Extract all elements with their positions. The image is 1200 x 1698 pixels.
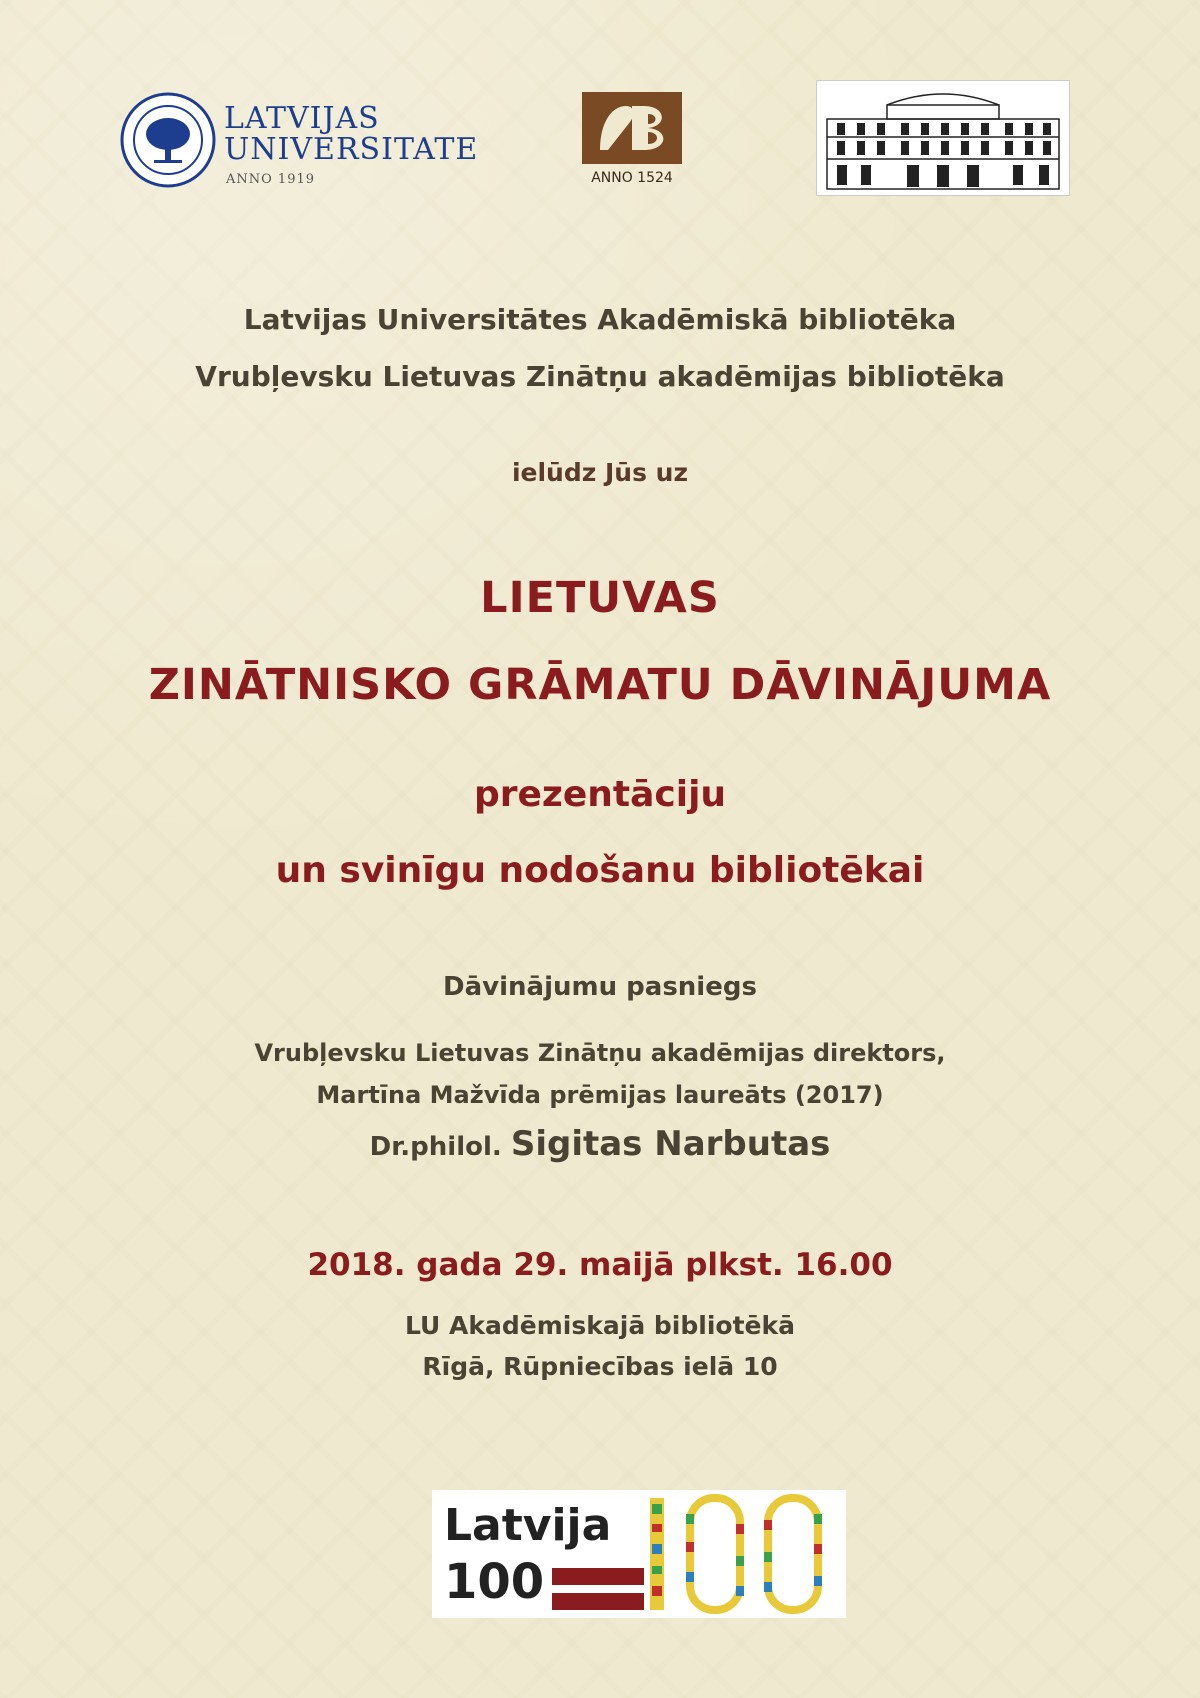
title-line-2: ZINĀTNISKO GRĀMATU DĀVINĀJUMA (148, 660, 1052, 710)
latvijas-universitate-logo (120, 84, 479, 194)
presenter-role-2: Martīna Mažvīda prēmijas laureāts (2017) (316, 1081, 884, 1109)
presenter-heading: Dāvinājumu pasniegs (443, 972, 757, 1002)
subtitle-line-1: prezentāciju (473, 774, 727, 815)
lu-line1: LATVIJAS (224, 101, 380, 136)
presenter-name-line (0, 1124, 1200, 1164)
library-monogram-icon (582, 92, 682, 164)
lu-line2: UNIVERSITATE (224, 132, 479, 167)
lu-anno: ANNO 1919 (226, 172, 316, 187)
subtitle-line-2: un svinīgu nodošanu bibliotēkai (275, 850, 925, 891)
presenter-name: Sigitas Narbutas (510, 1124, 831, 1164)
latvian-flag-icon (552, 1568, 644, 1610)
decorative-100-pillars-icon (646, 1494, 842, 1614)
building-illustration (816, 80, 1070, 196)
library-anno: ANNO 1524 (591, 170, 673, 186)
event-date: 2018. gada 29. maijā plkst. 16.00 (307, 1247, 893, 1283)
university-seal-icon (120, 92, 216, 188)
latvija-100-logo (432, 1490, 846, 1618)
organizer-1: Latvijas Universitātes Akadēmiskā bibliotēka (243, 303, 957, 336)
lu-wordmark (224, 101, 479, 167)
invite-line: ielūdz Jūs uz (511, 458, 689, 487)
latvija-number: 100 (444, 1554, 545, 1610)
presenter-role-1: Vrubļevsku Lietuvas Zinātņu akadēmijas direktors, (254, 1039, 946, 1067)
event-place-1: LU Akadēmiskajā bibliotēkā (405, 1311, 795, 1340)
title-line-1: LIETUVAS (480, 573, 720, 623)
event-place-2: Rīgā, Rūpniecības ielā 10 (422, 1352, 778, 1381)
presenter-title: Dr.philol. (369, 1132, 502, 1162)
latvija-word: Latvija (444, 1500, 612, 1551)
library-logo (582, 92, 682, 192)
organizer-2: Vrubļevsku Lietuvas Zinātņu akadēmijas bibliotēka (195, 360, 1005, 393)
